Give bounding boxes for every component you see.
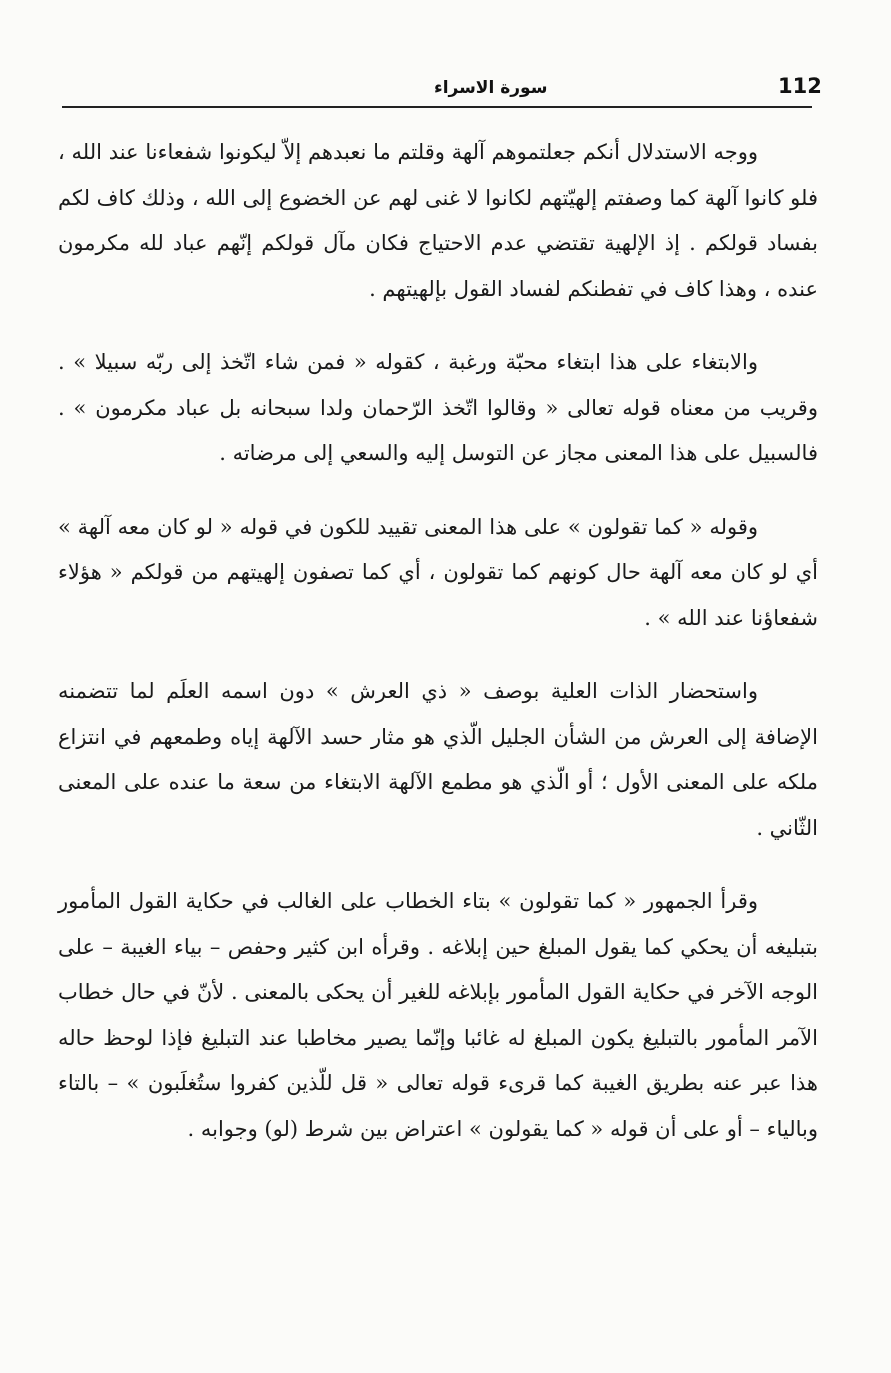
paragraph: والابتغاء على هذا ابتغاء محبّة ورغبة ، كقوله « فمن شاء اتّخذ إلى ربّه سبيلا » . وقريب من معناه قوله تعالى « وقالوا اتّخذ الرّحمان ولدا سبحانه بل عباد مكرمون » . فالسبيل على هذا المعنى مجاز عن التوسل إليه والسعي إلى مرضاته . <box>58 350 818 465</box>
paragraph: واستحضار الذات العلية بوصف « ذي العرش » دون اسمه العلَم لما تتضمنه الإضافة إلى العرش من الشأن الجليل الّذي هو مثار حسد الآلهة إياه وطمعهم في انتزاع ملكه على المعنى الأول ؛ أو الّذي هو مطمع الآلهة الابتغاء من سعة ما عنده على المعنى الثّاني . <box>58 679 818 840</box>
paragraph: ووجه الاستدلال أنكم جعلتموهم آلهة وقلتم ما نعبدهم إلاّ ليكونوا شفعاءنا عند الله ، فلو كانوا آلهة كما وصفتم إلهيّتهم لكانوا لا غنى لهم عن الخضوع إلى الله ، وذلك كاف لكم بفساد قولكم . إذ الإلهية تقتضي عدم الاحتياج فكان مآل قولكم إنّهم عباد لله مكرمون عنده ، وهذا كاف في تفطنكم لفساد القول بإلهيتهم . <box>58 140 818 301</box>
body-text <box>58 130 818 1152</box>
page-number: 112 <box>778 74 822 98</box>
paragraph: وقرأ الجمهور « كما تقولون » بتاء الخطاب على الغالب في حكاية القول المأمور بتبليغه أن يحكي كما يقول المبلغ حين إبلاغه . وقرأه ابن كثير وحفص – بياء الغيبة – على الوجه الآخر في حكاية القول المأمور بإبلاغه للغير أن يحكى بالمعنى . لأنّ في حال خطاب الآمر المأمور بالتبليغ يكون المبلغ له غائبا وإنّما يصير مخاطبا عند التبليغ فإذا لوحظ حاله هذا عبر عنه بطريق الغيبة كما قرىء قوله تعالى « قل للّذين كفروا ستُغلَبون » – بالتاء وبالياء – أو على أن قوله « كما يقولون » اعتراض بين شرط (لو) وجوابه . <box>58 889 818 1141</box>
surah-title: سورة الاسراء <box>434 78 548 98</box>
header-divider <box>62 106 812 108</box>
paragraph: وقوله « كما تقولون » على هذا المعنى تقييد للكون في قوله « لو كان معه آلهة » أي لو كان معه آلهة حال كونهم كما تقولون ، أي كما تصفون إلهيتهم من قولكم « هؤلاء شفعاؤنا عند الله » . <box>58 514 818 630</box>
page-header <box>62 70 822 108</box>
